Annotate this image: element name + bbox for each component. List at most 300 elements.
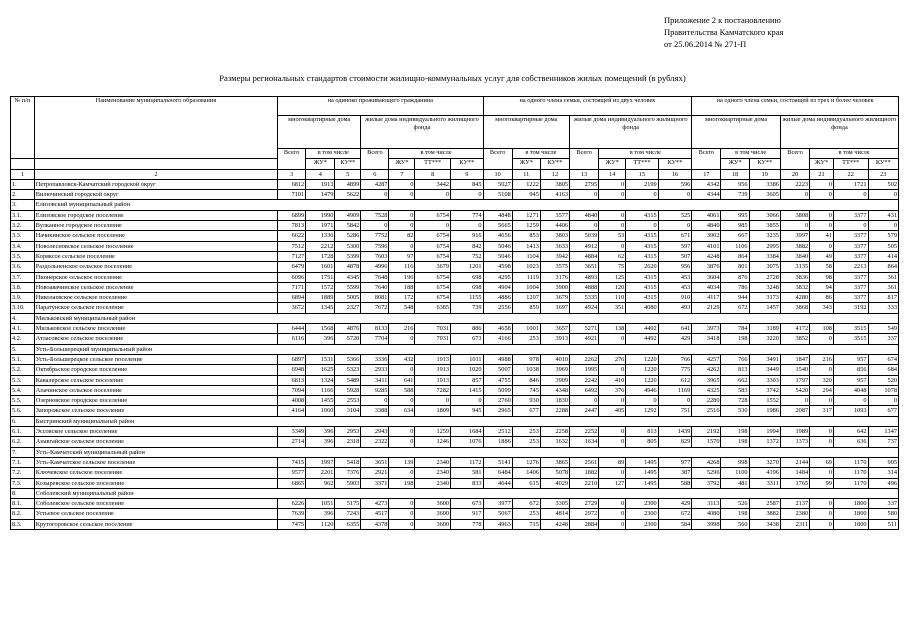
value-cell: 3377 [833,210,868,220]
value-cell: 2972 [570,509,599,519]
value-cell: 5046 [483,241,512,251]
value-cell: 3418 [692,334,721,344]
hdr-vsego: Всего [278,149,306,170]
value-cell: 4598 [483,262,512,272]
row-number: 4.2. [11,334,35,344]
value-cell: 2129 [692,303,721,313]
value-cell: 9577 [278,468,306,478]
value-cell: 4196 [749,468,780,478]
hdr-ku: КУ** [335,159,361,169]
value-cell: 1093 [833,406,868,416]
value-cell: 1259 [512,221,540,231]
value-cell: 3377 [833,241,868,251]
value-cell: 1913 [415,375,451,385]
column-number: 18 [721,169,749,179]
value-cell: 3832 [780,282,809,292]
value-cell: 89 [599,457,626,467]
value-cell: 1120 [306,519,335,529]
column-number: 10 [483,169,512,179]
value-cell: 584 [658,519,692,529]
value-cell: 2311 [780,519,809,529]
value-cell: 294 [810,385,834,395]
value-cell: 4899 [335,179,361,189]
row-number: 7.3. [11,478,35,488]
value-cell: 3876 [692,262,721,272]
value-cell: 4048 [833,385,868,395]
value-cell: 0 [810,396,834,406]
table-row [11,365,899,375]
value-cell: 98 [810,272,834,282]
value-cell: 396 [306,334,335,344]
hdr-tt: ТТ*** [626,159,658,169]
value-cell: 1455 [306,396,335,406]
value-cell: 5420 [780,385,809,395]
value-cell: 910 [658,293,692,303]
value-cell: 1246 [415,437,451,447]
table-row [11,499,899,509]
value-cell: 4315 [626,293,658,303]
value-cell: 3336 [361,354,389,364]
row-number: 7.2. [11,468,35,478]
value-cell: 139 [389,457,415,467]
value-cell: 0 [658,190,692,200]
value-cell: 1001 [512,324,540,334]
column-number: 2 [34,169,277,179]
value-cell: 6096 [278,272,306,282]
value-cell: 198 [721,427,749,437]
value-cell: 0 [810,468,834,478]
value-cell: 1169 [658,385,692,395]
municipality-name: Мильковский муниципальный район [34,313,898,323]
value-cell: 588 [389,385,415,395]
value-cell: 0 [599,437,626,447]
value-cell: 2213 [833,262,868,272]
value-cell: 3189 [749,324,780,334]
row-number: 2. [11,190,35,200]
municipality-name: Усть-Камчатское сельское поселение [34,457,277,467]
value-cell: 198 [721,334,749,344]
value-cell: 0 [570,190,599,200]
row-number: 5. [11,344,35,354]
value-cell: 188 [389,282,415,292]
value-cell: 7376 [335,468,361,478]
value-cell: 596 [658,179,692,189]
value-cell: 0 [599,396,626,406]
hdr-ku: КУ** [451,159,484,169]
table-row [11,427,899,437]
table-row [11,303,899,313]
municipality-name: Петропавловск-Камчатский городской округ [34,179,277,189]
value-cell: 560 [721,519,749,529]
value-cell: 0 [810,334,834,344]
value-cell: 6444 [278,324,306,334]
value-cell: 6385 [415,303,451,313]
value-cell: 2252 [570,427,599,437]
value-cell: 337 [868,499,899,509]
value-cell: 410 [599,375,626,385]
value-cell: 4878 [335,262,361,272]
value-cell: 0 [810,241,834,251]
hdr-vtomchisle: в том числе [721,149,780,159]
value-cell: 4315 [626,241,658,251]
value-cell: 7639 [278,509,306,519]
hdr-vsego: Всего [361,149,389,170]
value-cell: 4888 [570,282,599,292]
value-cell: 3075 [749,262,780,272]
value-cell: 641 [389,375,415,385]
value-cell: 4101 [692,241,721,251]
value-cell: 3997 [780,231,809,241]
value-cell: 7282 [415,385,451,395]
value-cell: 0 [810,499,834,509]
value-cell: 857 [451,375,484,385]
value-cell: 672 [658,509,692,519]
value-cell: 0 [599,499,626,509]
value-cell: 1797 [780,375,809,385]
value-cell: 1172 [451,457,484,467]
value-cell: 3303 [749,375,780,385]
value-cell: 677 [868,406,899,416]
value-cell: 597 [658,241,692,251]
value-cell: 3913 [540,334,569,344]
value-cell: 6894 [278,293,306,303]
value-cell: 1721 [833,179,868,189]
value-cell: 4248 [692,251,721,261]
sub-header-izhs-2: жилые дома индивидуального жилищного фонда [570,116,692,149]
value-cell: 3969 [540,365,569,375]
value-cell: 1625 [306,365,335,375]
value-cell: 110 [599,293,626,303]
municipality-name: Усть-Большерецкий муниципальный район [34,344,898,354]
value-cell: 1809 [415,406,451,416]
value-cell: 3865 [540,457,569,467]
value-cell: 3449 [749,365,780,375]
value-cell: 737 [868,437,899,447]
table-row [11,293,899,303]
value-cell: 957 [833,354,868,364]
value-cell: 2995 [749,241,780,251]
value-cell: 4010 [540,354,569,364]
value-cell: 7640 [361,282,389,292]
value-cell: 41 [810,231,834,241]
value-cell: 3305 [540,499,569,509]
value-cell: 3792 [692,478,721,488]
value-cell: 728 [721,396,749,406]
value-cell: 0 [658,221,692,231]
value-cell: 2223 [780,179,809,189]
value-cell: 5300 [335,241,361,251]
value-cell: 253 [512,437,540,447]
value-cell: 813 [626,427,658,437]
value-cell: 1222 [512,179,540,189]
value-cell: 2729 [570,499,599,509]
value-cell: 1882 [570,468,599,478]
row-number: 8.1. [11,499,35,509]
value-cell: 2795 [570,179,599,189]
value-cell: 4378 [361,519,389,529]
value-cell: 53 [599,231,626,241]
value-cell: 5271 [570,324,599,334]
value-cell: 198 [389,478,415,488]
value-cell: 917 [451,509,484,519]
value-cell: 2933 [361,365,389,375]
value-cell: 2340 [415,478,451,488]
value-cell: 1994 [749,427,780,437]
sub-header-izhs-3: жилые дома индивидуального жилищного фонда [780,116,898,149]
value-cell: 864 [868,262,899,272]
value-cell: 3491 [749,354,780,364]
value-cell: 1751 [306,272,335,282]
value-cell: 7813 [278,221,306,231]
value-cell: 3135 [780,262,809,272]
value-cell: 0 [389,179,415,189]
hdr-ku: КУ** [868,159,899,169]
value-cell: 1207 [512,293,540,303]
municipality-name: Усть-Большерецкое сельское поселение [34,354,277,364]
value-cell: 4886 [483,293,512,303]
value-cell: 7672 [361,303,389,313]
value-cell: 1170 [833,468,868,478]
municipality-name: Апачинское сельское поселение [34,385,277,395]
value-cell: 1166 [306,385,335,395]
value-cell: 405 [599,406,626,416]
row-number: 5.5. [11,396,35,406]
value-cell: 864 [721,251,749,261]
row-number: 4.1. [11,324,35,334]
value-cell: 3600 [415,509,451,519]
column-number: 8 [415,169,451,179]
value-cell: 677 [512,406,540,416]
value-cell: 5296 [692,468,721,478]
value-cell: 2210 [570,478,599,488]
municipality-name: Атласовское сельское поселение [34,334,277,344]
value-cell: 361 [868,272,899,282]
value-cell: 320 [810,375,834,385]
table-row [11,457,899,467]
value-cell: 2288 [540,406,569,416]
value-cell: 2300 [626,499,658,509]
value-cell: 3442 [415,179,451,189]
value-cell: 3113 [692,499,721,509]
value-cell: 784 [721,324,749,334]
value-cell: 0 [361,221,389,231]
value-cell: 1372 [749,437,780,447]
value-cell: 333 [868,303,899,313]
value-cell: 7648 [361,272,389,282]
hdr-zhu: ЖУ* [389,159,415,169]
value-cell: 7415 [278,457,306,467]
value-cell: 2192 [692,427,721,437]
column-number: 17 [692,169,721,179]
value-cell: 453 [658,272,692,282]
value-cell: 1078 [868,385,899,395]
value-cell: 317 [810,406,834,416]
value-cell: 49 [810,251,834,261]
column-number: 20 [780,169,809,179]
value-cell: 7094 [278,385,306,395]
value-cell: 1479 [306,190,335,200]
value-cell: 1011 [451,354,484,364]
value-cell: 127 [599,478,626,488]
value-cell: 414 [868,251,899,261]
section-row [11,447,899,457]
table-row [11,478,899,488]
value-cell: 3270 [749,457,780,467]
value-cell: 0 [415,396,451,406]
value-cell: 5599 [335,282,361,292]
value-cell: 7171 [278,282,306,292]
value-cell: 4273 [361,499,389,509]
value-cell: 4257 [692,354,721,364]
value-cell: 0 [780,396,809,406]
hdr-zhu: ЖУ* [512,159,540,169]
col-header-no: № п/п [11,97,35,159]
row-number: 8. [11,488,35,498]
value-cell: 0 [389,241,415,251]
value-cell: 1336 [306,231,335,241]
value-cell: 453 [658,282,692,292]
row-number: 3.7. [11,272,35,282]
value-cell: 62 [599,251,626,261]
value-cell: 3633 [540,241,569,251]
hdr-vtomchisle: в том числе [389,149,483,159]
value-cell: 69 [810,457,834,467]
hdr-tt: ТТ*** [833,159,868,169]
value-cell: 7101 [278,190,306,200]
value-cell: 198 [721,509,749,519]
hdr-vsego: Всего [483,149,512,170]
value-cell: 2921 [361,468,389,478]
value-cell: 525 [658,210,692,220]
value-cell: 1601 [306,262,335,272]
row-number: 6. [11,416,35,426]
value-cell: 642 [833,427,868,437]
value-cell: 4166 [483,334,512,344]
value-cell: 3349 [278,427,306,437]
municipality-name: Новолесновское сельское поселение [34,241,277,251]
value-cell: 1570 [692,437,721,447]
row-number: 3.3. [11,231,35,241]
value-cell: 4893 [570,272,599,282]
value-cell: 5141 [483,457,512,467]
value-cell: 6754 [415,210,451,220]
column-number-row [11,169,899,179]
hdr-vsego: Всего [780,149,809,170]
value-cell: 3176 [540,272,569,282]
value-cell: 0 [361,190,389,200]
municipality-name: Соболевский муниципальный район [34,488,898,498]
value-cell: 3852 [780,334,809,344]
column-number: 21 [810,169,834,179]
value-cell: 1373 [780,437,809,447]
value-cell: 4814 [540,509,569,519]
value-cell: 786 [721,282,749,292]
value-cell: 1324 [306,375,335,385]
value-cell: 0 [833,396,868,406]
value-cell: 5335 [570,293,599,303]
value-cell: 2322 [361,437,389,447]
value-cell: 0 [810,365,834,375]
value-cell: 751 [658,406,692,416]
value-cell: 0 [599,210,626,220]
value-cell: 7596 [361,241,389,251]
value-cell: 766 [658,354,692,364]
value-cell: 0 [361,396,389,406]
value-cell: 944 [721,293,749,303]
value-cell: 845 [451,179,484,189]
value-cell: 5665 [483,221,512,231]
value-cell: 0 [415,190,451,200]
value-cell: 7243 [335,509,361,519]
value-cell: 125 [599,272,626,282]
value-cell: 1023 [512,262,540,272]
value-cell: 0 [570,221,599,231]
value-cell: 1170 [833,457,868,467]
value-cell: 3377 [833,293,868,303]
value-cell: 2262 [570,354,599,364]
value-cell: 752 [451,251,484,261]
value-cell: 343 [810,303,834,313]
value-cell: 0 [780,190,809,200]
table-row [11,509,899,519]
hdr-zhu: ЖУ* [306,159,335,169]
row-number: 3.5. [11,251,35,261]
value-cell: 1847 [780,354,809,364]
table-row [11,221,899,231]
value-cell: 2199 [626,179,658,189]
value-cell: 7704 [361,334,389,344]
value-cell: 5366 [335,354,361,364]
row-number: 3.2. [11,221,35,231]
value-cell: 1413 [512,241,540,251]
value-cell: 698 [451,282,484,292]
value-cell: 3600 [415,499,451,509]
value-cell: 6479 [278,262,306,272]
hdr-ku: КУ** [749,159,780,169]
value-cell: 0 [599,241,626,251]
municipality-name: Кавалерское сельское поселение [34,375,277,385]
value-cell: 4268 [692,457,721,467]
table-row [11,282,899,292]
value-cell: 3515 [833,324,868,334]
standards-table [10,96,899,530]
municipality-name: Эссовское сельское поселение [34,427,277,437]
sub-header-izhs-1: жилые дома индивидуального жилищного фонда [361,116,483,149]
value-cell: 634 [389,406,415,416]
value-cell: 1038 [512,365,540,375]
table-row [11,262,899,272]
value-cell: 396 [306,437,335,447]
value-cell: 4248 [540,519,569,529]
row-number: 7.1. [11,457,35,467]
row-number: 3.4. [11,241,35,251]
value-cell: 842 [451,241,484,251]
table-row [11,179,899,189]
municipality-name: Октябрьское городское поселение [34,365,277,375]
value-cell: 396 [306,427,335,437]
value-cell: 4262 [692,365,721,375]
value-cell: 978 [512,354,540,364]
municipality-name: Новоавачинское сельское поселение [34,282,277,292]
value-cell: 977 [658,457,692,467]
value-cell: 1220 [626,365,658,375]
value-cell: 684 [868,365,899,375]
column-number: 19 [749,169,780,179]
value-cell: 7475 [278,519,306,529]
value-cell: 97 [389,251,415,261]
row-number: 4. [11,313,35,323]
value-cell: 3840 [780,251,809,261]
